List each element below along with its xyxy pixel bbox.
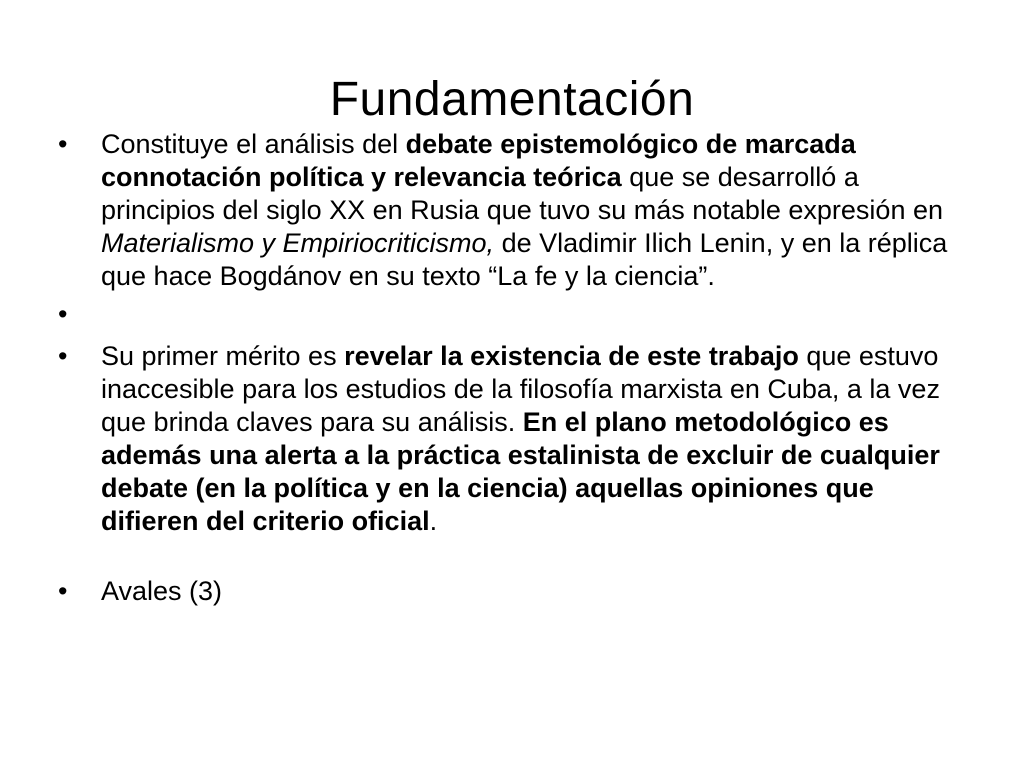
bullet-item-merito bbox=[58, 340, 963, 538]
bullet-text-segment: Constituye el análisis del bbox=[101, 129, 406, 159]
bullet-item-avales bbox=[58, 575, 963, 608]
bullet-text-segment: que estuvo inaccesible para los estudios de la filosofía marxista en Cuba, a la vez que brinda claves para su análisis. bbox=[101, 341, 940, 437]
bullet-text-segment: Avales (3) bbox=[101, 576, 223, 606]
bullet-text-bold: debate epistemológico de marcada connotación política y relevancia teórica bbox=[101, 129, 856, 192]
bullet-dot-icon: • bbox=[58, 129, 68, 159]
bullet-dot-icon: • bbox=[58, 341, 68, 371]
bullet-list bbox=[58, 128, 963, 608]
bullet-item-empty bbox=[58, 298, 963, 331]
bullet-text-segment: que se desarrolló a principios del siglo XX en Rusia que tuvo su más notable expresión en bbox=[101, 162, 943, 225]
bullet-item-debate bbox=[58, 128, 963, 293]
bullet-text-segment: de Vladimir Ilich Lenin, y en la réplica que hace Bogdánov en su texto “La fe y la ciencia”. bbox=[101, 228, 948, 291]
slide-title: Fundamentación bbox=[329, 73, 695, 127]
bullet-dot-icon: • bbox=[58, 576, 68, 606]
bullet-text-italic: Materialismo y Empiriocriticismo, bbox=[101, 228, 495, 258]
bullet-dot-icon: • bbox=[58, 299, 68, 329]
bullet-text-bold: revelar la existencia de este trabajo bbox=[344, 341, 799, 371]
bullet-text-bold: En el plano metodológico es además una alerta a la práctica estalinista de excluir de cualquier debate (en la política y en la ciencia) aquellas opiniones que difieren del criterio oficial bbox=[101, 407, 940, 536]
bullet-text-segment: Su primer mérito es bbox=[101, 341, 345, 371]
bullet-text-segment: . bbox=[429, 506, 438, 536]
